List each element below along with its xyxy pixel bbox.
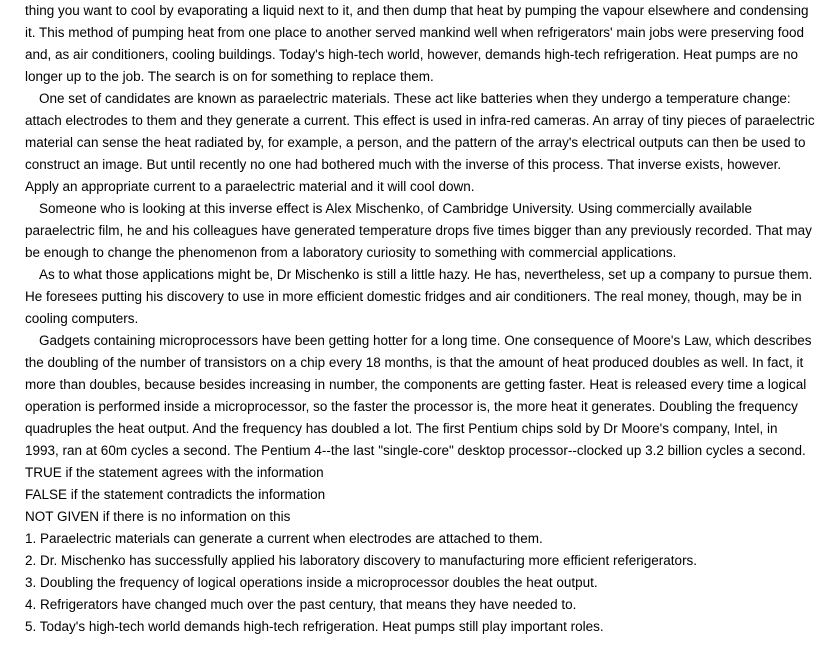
passage-paragraph-2: One set of candidates are known as paraelectric materials. These act like batteries when they undergo a temperature change: attach electrodes to them and they generate a current. This effect is used in infra-red cameras. An array of tiny pieces of paraelectric material can sense the heat radiated by, for example, a person, and the pattern of the array's electrical outputs can then be used to construct an image. But until recently no one had bothered much with the inverse of this process. That inverse exists, however. Apply an appropriate current to a paraelectric material and it will cool down. bbox=[25, 91, 815, 194]
answer-instructions bbox=[25, 462, 815, 528]
passage bbox=[25, 0, 815, 462]
passage-paragraph-3: Someone who is looking at this inverse effect is Alex Mischenko, of Cambridge University. Using commercially available paraelectric film, he and his colleagues have generated temperature drops five times bigger than any previously recorded. That may be enough to change the phenomenon from a laboratory curiosity to something with commercial applications. bbox=[25, 201, 812, 260]
passage-paragraph-1: thing you want to cool by evaporating a liquid next to it, and then dump that heat by pumping the vapour elsewhere and condensing it. This method of pumping heat from one place to another served mankind well when refrigerators' main jobs were preserving food and, as air conditioners, cooling buildings. Today's high-tech world, however, demands high-tech refrigeration. Heat pumps are no longer up to the job. The search is on for something to replace them. bbox=[25, 3, 809, 84]
passage-paragraph-5: Gadgets containing microprocessors have been getting hotter for a long time. One consequence of Moore's Law, which describes the doubling of the number of transistors on a chip every 18 months, is that the amount of heat produced doubles as well. In fact, it more than doubles, because besides increasing in number, the components are getting faster. Heat is released every time a logical operation is performed inside a microprocessor, so the faster the processor is, the more heat it generates. Doubling the frequency quadruples the heat output. And the frequency has doubled a lot. The first Pentium chips sold by Dr Moore's company, Intel, in 1993, ran at 60m cycles a second. The Pentium 4--the last "single-core" desktop processor--clocked up 3.2 billion cycles a second. bbox=[25, 333, 812, 458]
instruction-false: FALSE if the statement contradicts the information bbox=[25, 487, 326, 502]
question-item-2: 2. Dr. Mischenko has successfully applied his laboratory discovery to manufacturing more efficient referigerators. bbox=[25, 553, 698, 568]
question-item-1: 1. Paraelectric materials can generate a current when electrodes are attached to them. bbox=[25, 531, 543, 546]
question-list bbox=[25, 528, 815, 638]
question-item-5: 5. Today's high-tech world demands high-tech refrigeration. Heat pumps still play important roles. bbox=[25, 619, 604, 634]
passage-paragraph-4: As to what those applications might be, Dr Mischenko is still a little hazy. He has, nevertheless, set up a company to pursue them. He foresees putting his discovery to use in more efficient domestic fridges and air conditioners. The real money, though, may be in cooling computers. bbox=[25, 267, 813, 326]
question-item-3: 3. Doubling the frequency of logical operations inside a microprocessor doubles the heat output. bbox=[25, 575, 598, 590]
question-item-4: 4. Refrigerators have changed much over the past century, that means they have needed to. bbox=[25, 597, 577, 612]
instruction-true: TRUE if the statement agrees with the information bbox=[25, 465, 324, 480]
reading-document bbox=[25, 0, 815, 638]
instruction-not-given: NOT GIVEN if there is no information on this bbox=[25, 509, 291, 524]
